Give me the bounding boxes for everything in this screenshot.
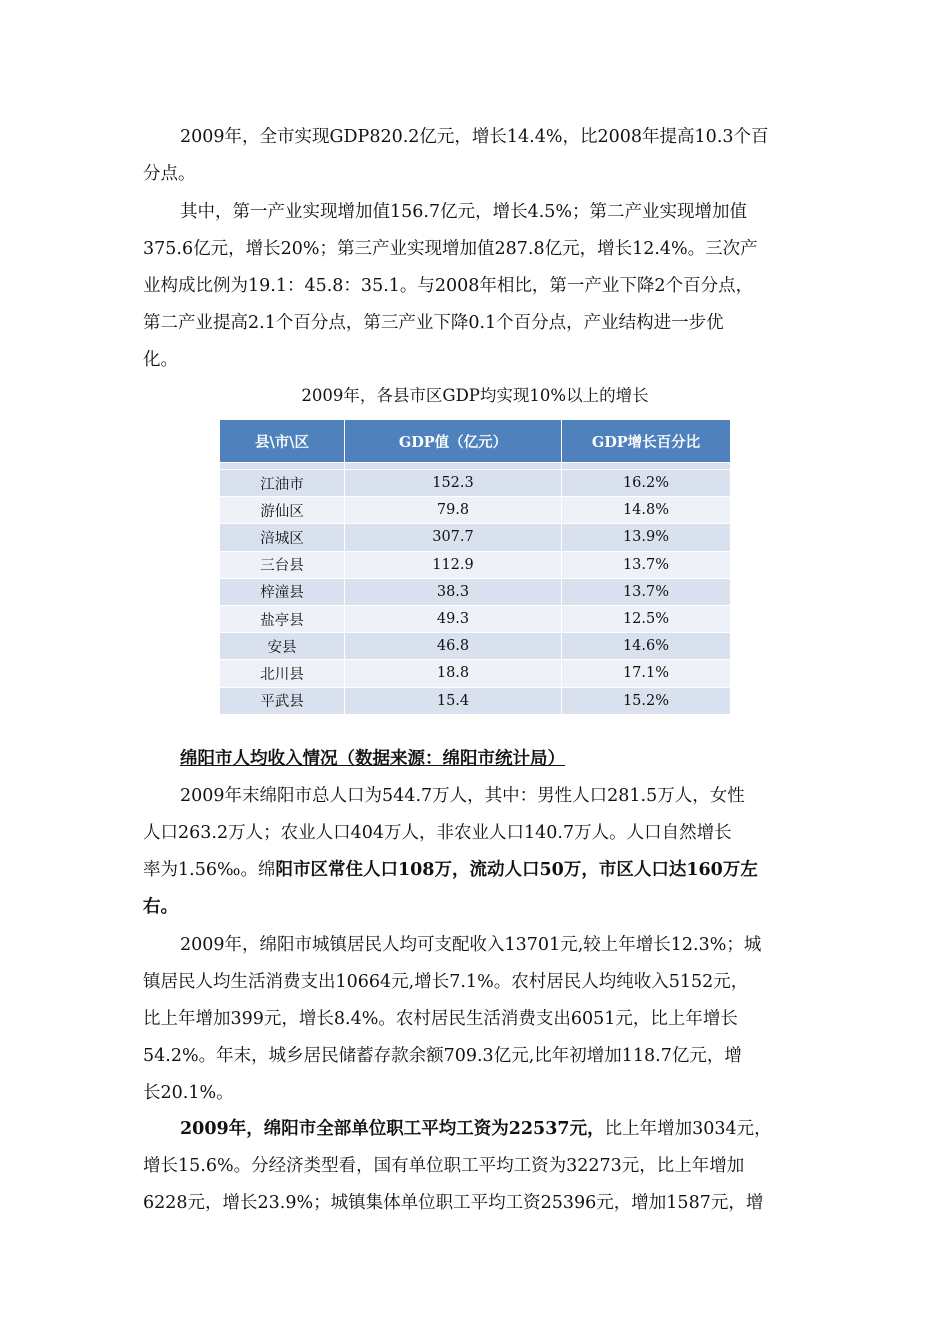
cell-region: 北川县 [220,660,345,687]
cell-growth: 13.7% [562,551,731,578]
header-gdp-value: GDP值（亿元） [345,420,562,463]
cell-growth: 12.5% [562,605,731,632]
table-row [220,660,731,687]
cell-gdp: 38.3 [345,578,562,605]
paragraph-gdp-summary [143,119,807,193]
paragraph-wages [143,1111,807,1222]
table-row [220,470,731,497]
cell-gdp: 79.8 [345,497,562,524]
cell-region: 游仙区 [220,497,345,524]
table-row [220,605,731,632]
text-run: 比上年增加3034元， [604,1119,772,1139]
table-row [220,633,731,660]
table-row [220,497,731,524]
cell-gdp: 307.7 [345,524,562,551]
text-line: 镇居民人均生活消费支出10664元,增长7.1%。农村居民人均纯收入5152元， [143,972,749,992]
cell-region: 盐亭县 [220,605,345,632]
section-title-income: 绵阳市人均收入情况（数据来源：绵阳市统计局） [180,749,565,769]
cell-gdp: 46.8 [345,633,562,660]
text-line: 化。 [143,350,178,370]
text-line: 2009年，绵阳市城镇居民人均可支配收入13701元,较上年增长12.3%；城 [180,935,762,955]
paragraph-income [143,927,807,1112]
text-line [143,852,807,889]
cell-region: 江油市 [220,470,345,497]
cell-growth: 17.1% [562,660,731,687]
text-line: 比上年增加399元，增长8.4%。农村居民生活消费支出6051元，比上年增长 [143,1009,738,1029]
text-line: 分点。 [143,164,196,184]
cell-gdp: 49.3 [345,605,562,632]
cell-growth: 14.6% [562,633,731,660]
county-gdp-table [219,419,731,715]
text-line: 长20.1%。 [143,1083,234,1103]
header-region: 县\市\区 [220,420,345,463]
table-header-row [220,420,731,463]
cell-region: 涪城区 [220,524,345,551]
paragraph-industry-structure [143,194,807,379]
cell-region: 平武县 [220,687,345,714]
text-line [143,1111,807,1148]
table-spacer-row [220,463,731,470]
cell-growth: 14.8% [562,497,731,524]
cell-gdp: 15.4 [345,687,562,714]
text-line: 人口263.2万人；农业人口404万人，非农业人口140.7万人。人口自然增长 [143,823,732,843]
cell-gdp: 152.3 [345,470,562,497]
text-line: 54.2%。年末，城乡居民储蓄存款余额709.3亿元,比年初增加118.7亿元，增 [143,1046,742,1066]
cell-region: 安县 [220,633,345,660]
cell-growth: 16.2% [562,470,731,497]
cell-gdp: 112.9 [345,551,562,578]
table-row [220,687,731,714]
text-line: 6228元，增长23.9%；城镇集体单位职工平均工资25396元，增加1587元，增 [143,1193,764,1213]
text-line-bold: 右。 [143,897,178,917]
text-run-bold: 阳市区常住人口108万，流动人口50万，市区人口达160万左 [275,860,758,880]
text-line: 其中，第一产业实现增加值156.7亿元，增长4.5%；第二产业实现增加值 [180,202,748,222]
header-gdp-growth: GDP增长百分比 [562,420,731,463]
table-row [220,551,731,578]
text-run-bold: 2009年，绵阳市全部单位职工平均工资为22537元， [180,1119,605,1139]
table-caption: 2009年，各县市区GDP均实现10%以上的增长 [301,386,649,405]
text-line: 增长15.6%。分经济类型看，国有单位职工平均工资为32273元，比上年增加 [143,1156,745,1176]
cell-gdp: 18.8 [345,660,562,687]
text-line: 业构成比例为19.1：45.8：35.1。与2008年相比，第一产业下降2个百分点， [143,276,754,296]
text-line: 第二产业提高2.1个百分点，第三产业下降0.1个百分点，产业结构进一步优 [143,313,724,333]
cell-region: 梓潼县 [220,578,345,605]
cell-growth: 15.2% [562,687,731,714]
table-row [220,578,731,605]
text-line: 2009年末绵阳市总人口为544.7万人，其中：男性人口281.5万人，女性 [180,786,745,806]
cell-growth: 13.7% [562,578,731,605]
text-line: 375.6亿元，增长20%；第三产业实现增加值287.8亿元，增长12.4%。三次产 [143,239,758,259]
cell-region: 三台县 [220,551,345,578]
text-line: 2009年，全市实现GDP820.2亿元，增长14.4%，比2008年提高10.3个百 [180,127,769,147]
table-row [220,524,731,551]
paragraph-population [143,778,807,926]
text-run: 率为1.56‰。绵 [143,860,276,880]
cell-growth: 13.9% [562,524,731,551]
